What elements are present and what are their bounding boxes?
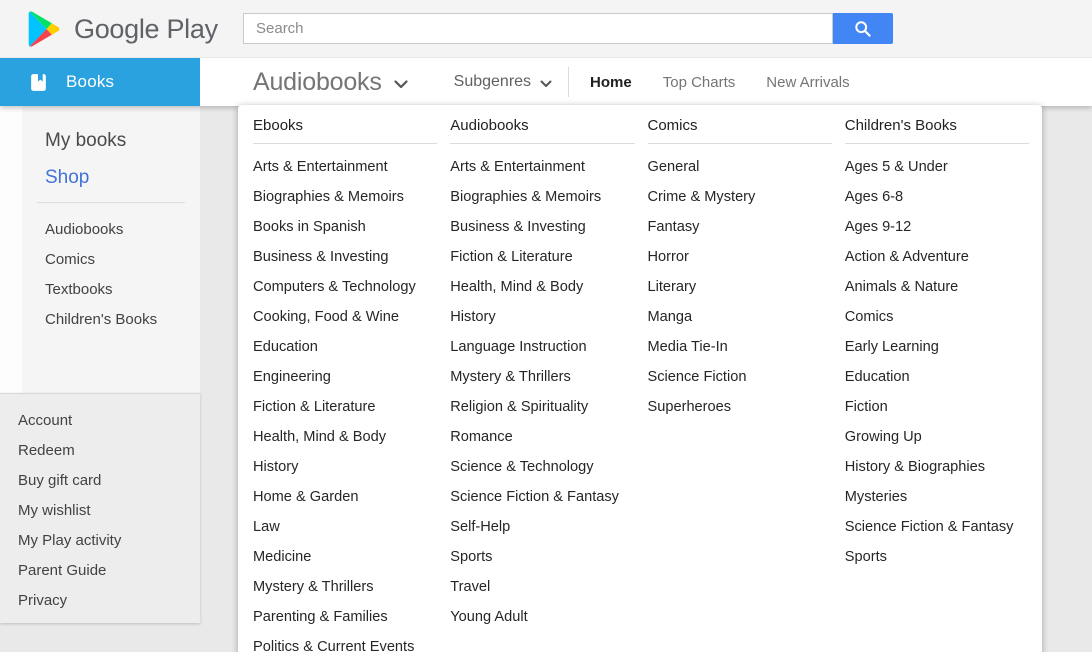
- sidebar-account-item[interactable]: Privacy: [18, 592, 68, 609]
- sidebar-item-shop[interactable]: Shop: [45, 167, 90, 188]
- menu-item[interactable]: Self-Help: [450, 519, 511, 535]
- menu-item[interactable]: Politics & Current Events: [253, 639, 415, 652]
- menu-item[interactable]: History & Biographies: [844, 459, 986, 475]
- books-header-label: Books: [66, 72, 115, 91]
- sidebar-account-item[interactable]: Parent Guide: [18, 562, 107, 579]
- menu-column-header: Comics: [648, 111, 832, 144]
- menu-item[interactable]: Biographies & Memoirs: [253, 189, 404, 205]
- sidebar-item-my-books[interactable]: My books: [45, 130, 127, 151]
- menu-item[interactable]: Cooking, Food & Wine: [253, 309, 400, 325]
- menu-item[interactable]: Fiction & Literature: [450, 249, 573, 265]
- sidebar-account-item[interactable]: My wishlist: [18, 502, 91, 519]
- book-icon: [29, 72, 48, 93]
- books-section-header[interactable]: [0, 58, 200, 106]
- menu-item[interactable]: Home & Garden: [253, 489, 359, 505]
- search-button[interactable]: [833, 13, 893, 44]
- menu-item[interactable]: Travel: [450, 579, 491, 595]
- menu-item[interactable]: Growing Up: [844, 429, 922, 445]
- sidebar-account-item[interactable]: Redeem: [18, 442, 75, 459]
- menu-item[interactable]: Crime & Mystery: [647, 189, 756, 205]
- page-header: [0, 0, 1092, 106]
- menu-column-childrens-books: [845, 111, 1029, 652]
- menu-item[interactable]: Fiction: [844, 399, 888, 415]
- menu-item[interactable]: Ages 5 & Under: [844, 159, 948, 175]
- sidebar-account-item[interactable]: My Play activity: [18, 532, 122, 549]
- menu-item[interactable]: Business & Investing: [253, 249, 389, 265]
- menu-item[interactable]: Animals & Nature: [844, 279, 959, 295]
- nav-tab[interactable]: Home: [590, 73, 632, 91]
- sidebar-account-links: [0, 393, 200, 623]
- menu-item[interactable]: Education: [253, 339, 318, 355]
- search-input[interactable]: [243, 13, 833, 44]
- menu-item[interactable]: Literary: [647, 279, 697, 295]
- nav-tabs: [590, 74, 881, 91]
- menu-item[interactable]: Medicine: [253, 549, 312, 565]
- menu-item[interactable]: Young Adult: [450, 609, 528, 625]
- menu-item[interactable]: Romance: [450, 429, 513, 445]
- sidebar-categories: [22, 203, 200, 335]
- menu-item[interactable]: Sports: [450, 549, 493, 565]
- section-nav: [200, 58, 1092, 106]
- sidebar-account-item[interactable]: Buy gift card: [18, 472, 102, 489]
- section-title: Audiobooks: [253, 67, 382, 96]
- menu-column-header: Ebooks: [253, 111, 437, 144]
- menu-item[interactable]: Science Fiction: [647, 369, 747, 385]
- sidebar-category-item[interactable]: Children's Books: [45, 311, 158, 328]
- menu-item[interactable]: Language Instruction: [450, 339, 587, 355]
- logo-text: Google Play: [74, 13, 218, 44]
- menu-item[interactable]: Parenting & Families: [253, 609, 388, 625]
- menu-item[interactable]: History: [450, 309, 496, 325]
- menu-item[interactable]: Horror: [647, 249, 689, 265]
- menu-item[interactable]: Ages 9-12: [844, 219, 912, 235]
- menu-item[interactable]: General: [647, 159, 700, 175]
- subgenres-label: Subgenres: [453, 73, 532, 90]
- menu-item[interactable]: Comics: [844, 309, 894, 325]
- menu-item[interactable]: Mysteries: [844, 489, 908, 505]
- menu-column-comics: [648, 111, 832, 652]
- menu-item[interactable]: Science Fiction & Fantasy: [450, 489, 619, 505]
- nav-tab[interactable]: Top Charts: [662, 73, 736, 91]
- section-title-dropdown[interactable]: [253, 68, 408, 97]
- play-triangle-icon: [28, 11, 61, 47]
- menu-item[interactable]: Health, Mind & Body: [253, 429, 387, 445]
- menu-item[interactable]: Ages 6-8: [844, 189, 904, 205]
- google-play-logo[interactable]: [28, 0, 218, 58]
- menu-item[interactable]: Manga: [647, 309, 693, 325]
- menu-item[interactable]: Mystery & Thrillers: [450, 369, 571, 385]
- menu-item[interactable]: Law: [253, 519, 280, 535]
- menu-item[interactable]: Science Fiction & Fantasy: [844, 519, 1014, 535]
- menu-column-ebooks: [253, 111, 437, 652]
- nav-divider: [568, 67, 569, 97]
- menu-item[interactable]: Business & Investing: [450, 219, 586, 235]
- sidebar-collapse-rail: [0, 106, 22, 393]
- sidebar-category-item[interactable]: Comics: [45, 251, 96, 268]
- menu-item[interactable]: Media Tie-In: [647, 339, 728, 355]
- top-bar: [0, 0, 1092, 58]
- search-icon: [854, 20, 872, 38]
- menu-column-header: Children's Books: [845, 111, 1029, 144]
- menu-item[interactable]: Superheroes: [647, 399, 732, 415]
- menu-item[interactable]: Books in Spanish: [253, 219, 366, 235]
- chevron-down-icon: [394, 80, 408, 89]
- sidebar-category-item[interactable]: Textbooks: [45, 281, 113, 298]
- chevron-down-icon: [540, 80, 552, 88]
- sidebar: [22, 106, 200, 393]
- nav-tab[interactable]: New Arrivals: [766, 73, 850, 91]
- menu-item[interactable]: Science & Technology: [450, 459, 594, 475]
- menu-item[interactable]: Arts & Entertainment: [253, 159, 388, 175]
- menu-item[interactable]: Fiction & Literature: [253, 399, 376, 415]
- menu-item[interactable]: Biographies & Memoirs: [450, 189, 602, 205]
- menu-item[interactable]: Early Learning: [844, 339, 939, 355]
- sidebar-account-item[interactable]: Account: [18, 412, 73, 429]
- menu-column-audiobooks: [450, 111, 634, 652]
- sidebar-primary-links: [22, 122, 200, 196]
- menu-item[interactable]: Health, Mind & Body: [450, 279, 584, 295]
- menu-item[interactable]: Arts & Entertainment: [450, 159, 585, 175]
- menu-item[interactable]: Mystery & Thrillers: [253, 579, 374, 595]
- menu-item[interactable]: Education: [844, 369, 910, 385]
- menu-item[interactable]: Engineering: [253, 369, 331, 385]
- menu-item[interactable]: Action & Adventure: [844, 249, 969, 265]
- menu-item[interactable]: Religion & Spirituality: [450, 399, 589, 415]
- menu-item[interactable]: Sports: [844, 549, 887, 565]
- menu-item[interactable]: History: [253, 459, 299, 475]
- sidebar-category-item[interactable]: Audiobooks: [45, 221, 124, 238]
- menu-item[interactable]: Fantasy: [647, 219, 700, 235]
- menu-column-header: Audiobooks: [450, 111, 634, 144]
- menu-item[interactable]: Computers & Technology: [253, 279, 416, 295]
- subgenres-dropdown[interactable]: [454, 73, 552, 91]
- subgenres-mega-menu: [238, 105, 1042, 652]
